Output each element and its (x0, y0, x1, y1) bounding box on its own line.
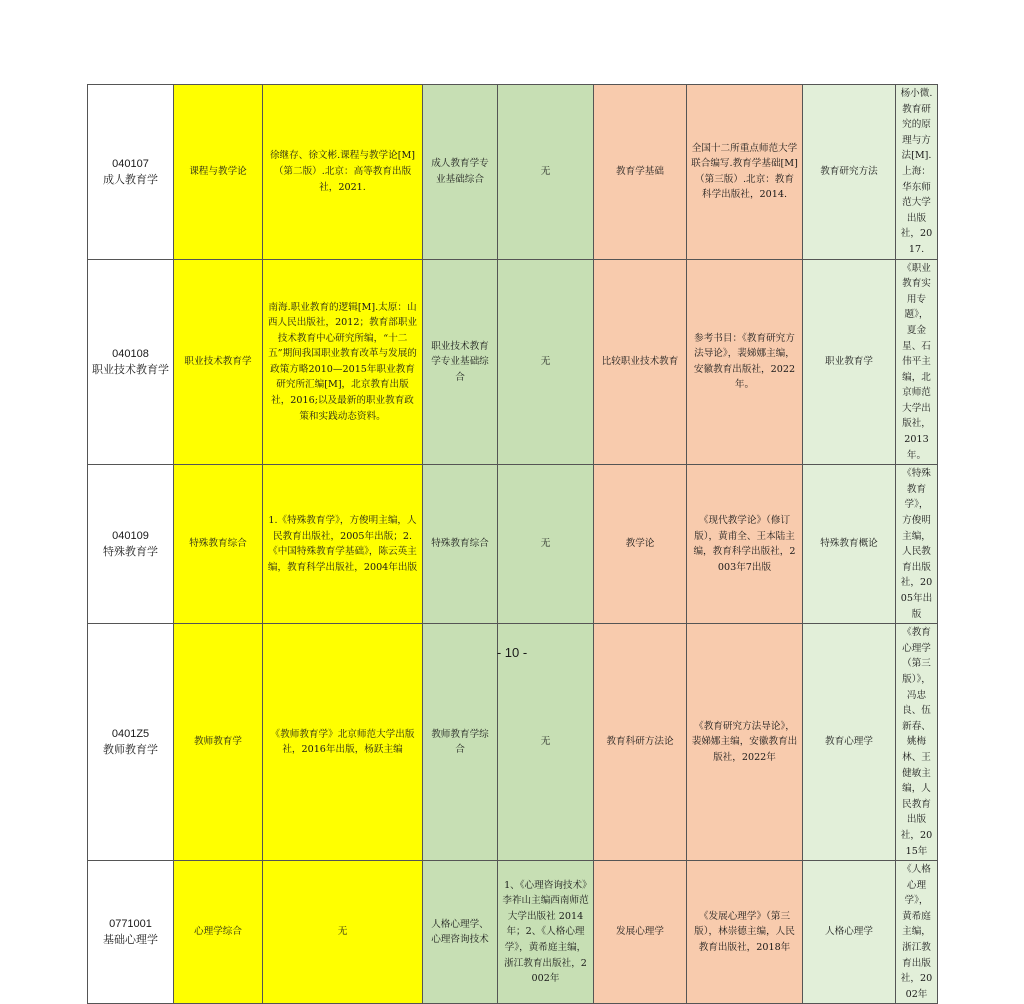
addon-books: 《职业教育实用专题》，夏金星、石伟平主编，北京师范大学出版社，2013年。 (896, 259, 938, 465)
exam-plan-table (87, 84, 938, 1004)
exam2-books: 无 (498, 624, 594, 861)
major-code: 040108 (112, 347, 149, 360)
exam2-subject: 职业技术教育学专业基础综合 (423, 259, 498, 465)
table-row (88, 259, 938, 465)
exam1-subject: 课程与教学论 (174, 85, 263, 260)
exam2-books: 1、《心理咨询技术》李祚山主编西南师范大学出版社 2014年；2、《人格心理学》，黄希庭主编，浙江教育出版社，2002年 (498, 861, 594, 1004)
addon-books: 杨小微.教育研究的原理与方法[M].上海：华东师范大学出版社，2017. (896, 85, 938, 260)
retest-subject: 比较职业技术教育 (594, 259, 687, 465)
retest-subject: 教育学基础 (594, 85, 687, 260)
retest-subject: 教学论 (594, 465, 687, 624)
major-name: 成人教育学 (103, 173, 158, 186)
addon-subject: 特殊教育概论 (803, 465, 896, 624)
exam1-books: 1.《特殊教育学》，方俊明主编，人民教育出版社，2005年出版；2.《中国特殊教育学基础》，陈云英主编，教育科学出版社，2004年出版 (263, 465, 423, 624)
retest-books: 参考书目：《教育研究方法导论》，裴娣娜主编，安徽教育出版社，2022年。 (687, 259, 803, 465)
exam1-books: 无 (263, 861, 423, 1004)
addon-books: 《教育心理学（第三版）》，冯忠良、伍新春、姚梅林、王健敏主编，人民教育出版社，2015年 (896, 624, 938, 861)
retest-subject: 发展心理学 (594, 861, 687, 1004)
major-name: 职业技术教育学 (92, 363, 169, 376)
exam2-books: 无 (498, 465, 594, 624)
major-code: 0771001 (109, 918, 152, 931)
major-name: 教师教育学 (103, 744, 158, 757)
major-cell (88, 465, 174, 624)
exam2-subject: 成人教育学专业基础综合 (423, 85, 498, 260)
retest-books: 《教育研究方法导论》，裴娣娜主编，安徽教育出版社，2022年 (687, 624, 803, 861)
retest-books: 全国十二所重点师范大学联合编写.教育学基础[M]（第三版）.北京：教育科学出版社，2014. (687, 85, 803, 260)
exam1-subject: 特殊教育综合 (174, 465, 263, 624)
exam1-books: 《教师教育学》北京师范大学出版社，2016年出版，杨跃主编 (263, 624, 423, 861)
addon-subject: 教育研究方法 (803, 85, 896, 260)
addon-subject: 职业教育学 (803, 259, 896, 465)
major-name: 基础心理学 (103, 934, 158, 947)
table-row (88, 85, 938, 260)
exam2-subject: 特殊教育综合 (423, 465, 498, 624)
addon-subject: 人格心理学 (803, 861, 896, 1004)
exam2-books: 无 (498, 85, 594, 260)
major-cell (88, 259, 174, 465)
major-cell (88, 85, 174, 260)
major-code: 040107 (112, 157, 149, 170)
addon-books: 《特殊教育学》，方俊明主编，人民教育出版社，2005年出版 (896, 465, 938, 624)
major-name: 特殊教育学 (103, 546, 158, 559)
retest-books: 《现代教学论》（修订版），黄甫全、王本陆主编，教育科学出版社，2003年7出版 (687, 465, 803, 624)
page-number: - 10 - (496, 645, 528, 660)
exam1-subject: 心理学综合 (174, 861, 263, 1004)
table-row (88, 465, 938, 624)
exam2-subject: 教师教育学综合 (423, 624, 498, 861)
retest-books: 《发展心理学》（第三版），林崇德主编，人民教育出版社，2018年 (687, 861, 803, 1004)
major-cell (88, 861, 174, 1004)
exam1-subject: 教师教育学 (174, 624, 263, 861)
exam2-books: 无 (498, 259, 594, 465)
table-row (88, 861, 938, 1004)
addon-books: 《人格心理学》，黄希庭主编，浙江教育出版社，2002年 (896, 861, 938, 1004)
major-code: 040109 (112, 530, 149, 543)
exam1-books: 南海.职业教育的逻辑[M].太原：山西人民出版社，2012；教育部职业技术教育中心研究所编，“十二五”期间我国职业教育改革与发展的政策方略2010—2015年职业教育研究所汇编[M]，北京教育出版社，2016;以及最新的职业教育政策和实践动态资料。 (263, 259, 423, 465)
retest-subject: 教育科研方法论 (594, 624, 687, 861)
major-code: 0401Z5 (111, 728, 150, 741)
exam2-subject: 人格心理学、心理咨询技术 (423, 861, 498, 1004)
exam1-subject: 职业技术教育学 (174, 259, 263, 465)
addon-subject: 教育心理学 (803, 624, 896, 861)
exam1-books: 徐继存、徐文彬.课程与教学论[M]（第二版）.北京：高等教育出版社，2021. (263, 85, 423, 260)
